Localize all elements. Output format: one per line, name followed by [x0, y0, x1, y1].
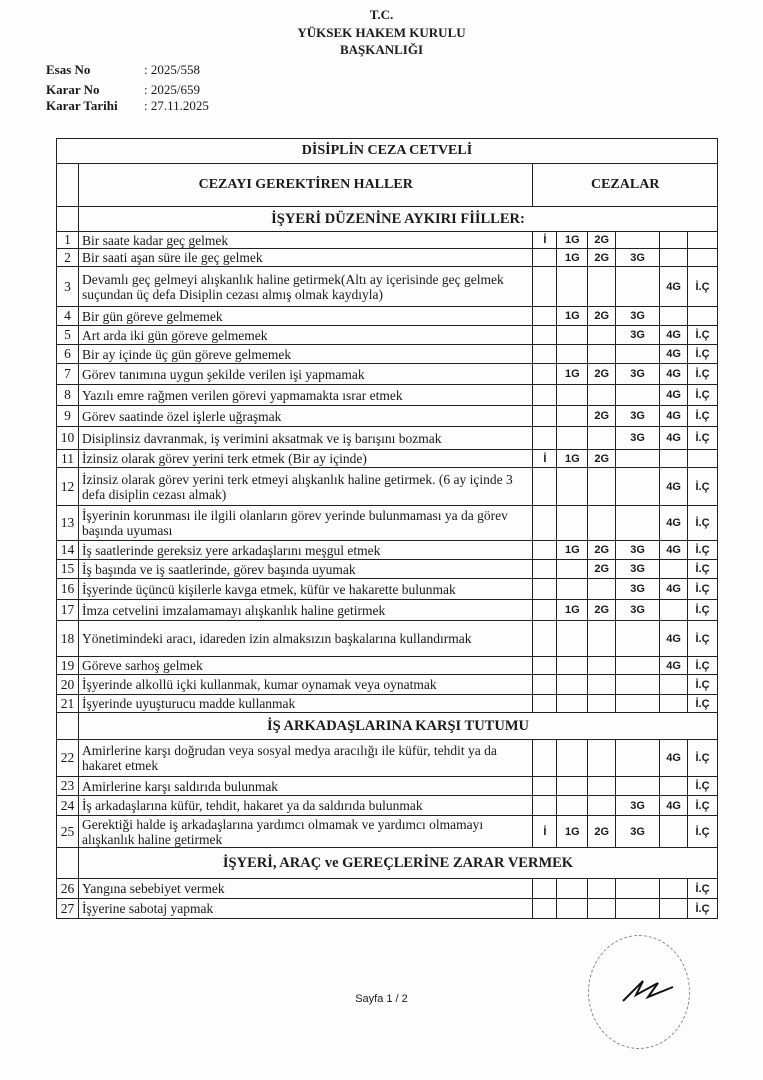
penalty-cell	[557, 621, 588, 657]
penalty-cell: 4G	[660, 406, 688, 427]
table-row	[57, 657, 718, 675]
penalty-cell	[616, 345, 660, 364]
penalty-cell	[557, 385, 588, 406]
penalty-cell: 3G	[616, 249, 660, 267]
penalty-cell	[533, 879, 557, 899]
row-description: Bir saate kadar geç gelmek	[78, 232, 532, 249]
row-description: İmza cetvelini imzalamamayı alışkanlık haline getirmek	[78, 600, 532, 621]
row-number: 12	[57, 468, 79, 506]
penalty-cell	[557, 506, 588, 541]
table-row	[57, 899, 718, 919]
row-number: 24	[57, 796, 79, 816]
penalty-cell	[588, 621, 616, 657]
penalty-cell	[616, 675, 660, 695]
penalty-cell: İ.Ç	[688, 385, 718, 406]
page-number: Sayfa 1 / 2	[355, 993, 408, 1005]
penalty-cell	[660, 777, 688, 796]
penalty-cell	[588, 579, 616, 600]
penalty-cell	[660, 560, 688, 579]
penalty-cell	[688, 249, 718, 267]
table-row	[57, 600, 718, 621]
table-row	[57, 232, 718, 249]
penalty-cell	[557, 468, 588, 506]
row-description: Göreve sarhoş gelmek	[78, 657, 532, 675]
penalty-cell: 2G	[588, 816, 616, 848]
penalty-cell: 4G	[660, 740, 688, 777]
penalty-cell: 4G	[660, 506, 688, 541]
penalty-cell	[557, 777, 588, 796]
table-row	[57, 740, 718, 777]
row-description: Bir ay içinde üç gün göreve gelmemek	[78, 345, 532, 364]
row-number: 1	[57, 232, 79, 249]
penalty-cell	[557, 406, 588, 427]
row-number: 21	[57, 695, 79, 713]
row-number: 3	[57, 267, 79, 307]
penalty-cell: İ.Ç	[688, 406, 718, 427]
penalty-cell	[616, 777, 660, 796]
penalty-cell: 2G	[588, 232, 616, 249]
penalty-cell	[533, 695, 557, 713]
penalty-cell	[533, 427, 557, 450]
penalty-cell	[588, 879, 616, 899]
penalty-cell: 3G	[616, 326, 660, 345]
table-row	[57, 579, 718, 600]
penalty-cell: 3G	[616, 307, 660, 326]
row-number: 17	[57, 600, 79, 621]
penalty-cell	[616, 657, 660, 675]
penalty-cell	[557, 695, 588, 713]
penalty-cell: 4G	[660, 657, 688, 675]
penalty-cell: İ.Ç	[688, 560, 718, 579]
row-description: Görev saatinde özel işlerle uğraşmak	[78, 406, 532, 427]
penalty-cell	[533, 307, 557, 326]
row-number: 13	[57, 506, 79, 541]
penalty-cell: 3G	[616, 541, 660, 560]
penalty-cell: İ.Ç	[688, 600, 718, 621]
table-row	[57, 267, 718, 307]
penalty-cell: İ.Ç	[688, 326, 718, 345]
penalty-cell	[688, 307, 718, 326]
penalty-cell	[588, 899, 616, 919]
penalty-cell: 4G	[660, 326, 688, 345]
penalty-cell	[533, 345, 557, 364]
penalty-cell	[533, 899, 557, 919]
row-description: Amirlerine karşı saldırıda bulunmak	[78, 777, 532, 796]
section-header-row	[57, 713, 718, 740]
row-description: Görev tanımına uygun şekilde verilen işi yapmamak	[78, 364, 532, 385]
row-description: Devamlı geç gelmeyi alışkanlık haline getirmek(Altı ay içerisinde geç gelmek suçundan üç defa Disiplin cezası almış olmak kaydıyla)	[78, 267, 532, 307]
penalty-cell: 2G	[588, 541, 616, 560]
row-number: 22	[57, 740, 79, 777]
row-number: 26	[57, 879, 79, 899]
penalty-cell: 4G	[660, 427, 688, 450]
column-header-cases: CEZAYI GEREKTİREN HALLER	[78, 164, 532, 207]
penalty-cell: İ.Ç	[688, 796, 718, 816]
penalty-cell	[660, 307, 688, 326]
penalty-cell: 3G	[616, 427, 660, 450]
table-row	[57, 385, 718, 406]
penalty-cell	[533, 249, 557, 267]
header-institution: YÜKSEK HAKEM KURULU	[297, 25, 466, 40]
penalty-cell: İ	[533, 816, 557, 848]
penalty-cell	[533, 541, 557, 560]
row-number: 11	[57, 450, 79, 468]
row-description: Disiplinsiz davranmak, iş verimini aksatmak ve iş barışını bozmak	[78, 427, 532, 450]
table-row	[57, 326, 718, 345]
row-number: 2	[57, 249, 79, 267]
penalty-cell: İ.Ç	[688, 657, 718, 675]
penalty-cell	[533, 406, 557, 427]
penalty-cell: 1G	[557, 232, 588, 249]
row-description: İş saatlerinde gereksiz yere arkadaşlarını meşgul etmek	[78, 541, 532, 560]
row-description: Yazılı emre rağmen verilen görevi yapmamakta ısrar etmek	[78, 385, 532, 406]
penalty-cell: 3G	[616, 816, 660, 848]
penalty-cell: 1G	[557, 364, 588, 385]
penalty-cell: İ.Ç	[688, 468, 718, 506]
penalty-cell	[616, 695, 660, 713]
penalty-cell	[533, 364, 557, 385]
row-description: İşyerinde uyuşturucu madde kullanmak	[78, 695, 532, 713]
penalty-cell: İ.Ç	[688, 267, 718, 307]
penalty-cell	[533, 675, 557, 695]
penalty-cell	[616, 232, 660, 249]
row-description: Yangına sebebiyet vermek	[78, 879, 532, 899]
penalty-cell	[616, 621, 660, 657]
row-number: 16	[57, 579, 79, 600]
penalty-cell	[533, 385, 557, 406]
penalty-cell	[533, 506, 557, 541]
penalty-cell: 2G	[588, 600, 616, 621]
row-description: İşyerine sabotaj yapmak	[78, 899, 532, 919]
penalty-cell: 4G	[660, 468, 688, 506]
row-number: 14	[57, 541, 79, 560]
penalty-cell: 3G	[616, 579, 660, 600]
row-number: 15	[57, 560, 79, 579]
row-number: 19	[57, 657, 79, 675]
table-row	[57, 406, 718, 427]
penalty-cell: 4G	[660, 621, 688, 657]
penalty-cell	[557, 879, 588, 899]
penalty-cell: 1G	[557, 600, 588, 621]
row-number: 23	[57, 777, 79, 796]
row-number: 8	[57, 385, 79, 406]
penalty-cell: 1G	[557, 541, 588, 560]
row-number: 20	[57, 675, 79, 695]
penalty-cell	[533, 267, 557, 307]
row-number: 6	[57, 345, 79, 364]
penalty-cell	[660, 249, 688, 267]
penalty-cell: İ.Ç	[688, 879, 718, 899]
penalty-cell	[588, 385, 616, 406]
section-title: İŞYERİ DÜZENİNE AYKIRI FİİLLER:	[78, 207, 717, 232]
penalty-cell: İ.Ç	[688, 364, 718, 385]
penalty-cell	[688, 450, 718, 468]
table-row	[57, 879, 718, 899]
row-description: İşyerinin korunması ile ilgili olanların görev yerinde bulunmaması ya da görev başında uyuması	[78, 506, 532, 541]
penalty-cell: 4G	[660, 364, 688, 385]
table-row	[57, 560, 718, 579]
penalty-cell	[533, 657, 557, 675]
penalty-cell: İ	[533, 232, 557, 249]
penalty-cell	[616, 899, 660, 919]
table-row	[57, 777, 718, 796]
penalty-cell	[588, 345, 616, 364]
penalty-cell: 4G	[660, 267, 688, 307]
penalty-cell	[616, 506, 660, 541]
penalty-cell	[533, 796, 557, 816]
table-row	[57, 307, 718, 326]
row-number: 18	[57, 621, 79, 657]
penalty-cell	[557, 899, 588, 919]
penalty-cell: İ.Ç	[688, 740, 718, 777]
penalty-cell: 2G	[588, 307, 616, 326]
table-title: DİSİPLİN CEZA CETVELİ	[57, 139, 718, 164]
row-description: İşyerinde alkollü içki kullanmak, kumar oynamak veya oynatmak	[78, 675, 532, 695]
penalty-cell	[660, 816, 688, 848]
penalty-cell	[688, 232, 718, 249]
penalty-cell	[660, 899, 688, 919]
penalty-cell: İ.Ç	[688, 899, 718, 919]
row-description: İzinsiz olarak görev yerini terk etmek (Bir ay içinde)	[78, 450, 532, 468]
penalty-cell: 1G	[557, 249, 588, 267]
penalty-cell	[588, 326, 616, 345]
penalty-cell	[533, 468, 557, 506]
penalty-cell	[557, 267, 588, 307]
column-header-penalties: CEZALAR	[533, 164, 718, 207]
penalty-cell: İ.Ç	[688, 579, 718, 600]
penalty-cell	[533, 326, 557, 345]
discipline-penalty-table	[56, 138, 718, 919]
penalty-cell: İ.Ç	[688, 675, 718, 695]
row-number: 5	[57, 326, 79, 345]
penalty-cell: 4G	[660, 345, 688, 364]
penalty-cell	[557, 657, 588, 675]
penalty-cell: İ	[533, 450, 557, 468]
row-number: 27	[57, 899, 79, 919]
section-title: İŞ ARKADAŞLARINA KARŞI TUTUMU	[78, 713, 717, 740]
section-header-row	[57, 207, 718, 232]
table-row	[57, 345, 718, 364]
penalty-cell	[660, 600, 688, 621]
table-row	[57, 468, 718, 506]
penalty-cell: 2G	[588, 560, 616, 579]
penalty-cell: 2G	[588, 249, 616, 267]
penalty-cell: 3G	[616, 560, 660, 579]
row-number: 9	[57, 406, 79, 427]
penalty-cell	[557, 560, 588, 579]
penalty-cell: İ.Ç	[688, 541, 718, 560]
table-row	[57, 450, 718, 468]
penalty-cell: 3G	[616, 406, 660, 427]
row-number: 10	[57, 427, 79, 450]
penalty-cell	[588, 468, 616, 506]
row-description: Bir saati aşan süre ile geç gelmek	[78, 249, 532, 267]
penalty-cell: İ.Ç	[688, 621, 718, 657]
penalty-cell	[557, 579, 588, 600]
table-row	[57, 816, 718, 848]
penalty-cell: İ.Ç	[688, 506, 718, 541]
row-number: 25	[57, 816, 79, 848]
row-number: 7	[57, 364, 79, 385]
header-department: BAŞKANLIĞI	[339, 42, 424, 57]
penalty-cell: 4G	[660, 385, 688, 406]
row-description: Gerektiği halde iş arkadaşlarına yardımcı olmamak ve yardımcı olmamayı alışkanlık haline getirmek	[78, 816, 532, 848]
penalty-cell: 3G	[616, 796, 660, 816]
penalty-cell	[557, 326, 588, 345]
penalty-cell: 2G	[588, 406, 616, 427]
penalty-cell	[616, 468, 660, 506]
table-row	[57, 249, 718, 267]
table-row	[57, 541, 718, 560]
penalty-cell	[533, 579, 557, 600]
penalty-cell	[660, 675, 688, 695]
penalty-cell	[660, 879, 688, 899]
penalty-cell	[533, 777, 557, 796]
penalty-cell: 3G	[616, 364, 660, 385]
penalty-cell: İ.Ç	[688, 345, 718, 364]
row-description: Amirlerine karşı doğrudan veya sosyal medya aracılığı ile küfür, tehdit ya da hakaret etmek	[78, 740, 532, 777]
penalty-cell	[588, 267, 616, 307]
penalty-cell	[557, 796, 588, 816]
header-tc: T.C.	[369, 7, 394, 22]
penalty-cell	[557, 345, 588, 364]
penalty-cell	[588, 695, 616, 713]
row-description: Art arda iki gün göreve gelmemek	[78, 326, 532, 345]
row-description: İş başında ve iş saatlerinde, görev başında uyumak	[78, 560, 532, 579]
table-row	[57, 796, 718, 816]
penalty-cell	[533, 621, 557, 657]
penalty-cell	[660, 450, 688, 468]
penalty-cell	[557, 427, 588, 450]
penalty-cell: 4G	[660, 541, 688, 560]
penalty-cell: 3G	[616, 600, 660, 621]
penalty-cell	[588, 506, 616, 541]
row-description: Bir gün göreve gelmemek	[78, 307, 532, 326]
penalty-cell: 2G	[588, 364, 616, 385]
penalty-cell: 4G	[660, 579, 688, 600]
table-row	[57, 506, 718, 541]
table-row	[57, 364, 718, 385]
penalty-cell: 2G	[588, 450, 616, 468]
penalty-cell	[533, 740, 557, 777]
section-header-row	[57, 848, 718, 879]
penalty-cell	[588, 740, 616, 777]
penalty-cell	[588, 796, 616, 816]
table-row	[57, 675, 718, 695]
row-description: İş arkadaşlarına küfür, tehdit, hakaret ya da saldırıda bulunmak	[78, 796, 532, 816]
penalty-cell	[533, 600, 557, 621]
section-title: İŞYERİ, ARAÇ ve GEREÇLERİNE ZARAR VERMEK	[78, 848, 717, 879]
penalty-cell: 4G	[660, 796, 688, 816]
penalty-cell: 1G	[557, 307, 588, 326]
penalty-cell	[588, 777, 616, 796]
row-number: 4	[57, 307, 79, 326]
penalty-cell	[660, 232, 688, 249]
table-row	[57, 695, 718, 713]
penalty-cell: İ.Ç	[688, 816, 718, 848]
penalty-cell: 1G	[557, 450, 588, 468]
row-description: İşyerinde üçüncü kişilerle kavga etmek, küfür ve hakarette bulunmak	[78, 579, 532, 600]
penalty-cell	[660, 695, 688, 713]
penalty-cell	[533, 560, 557, 579]
penalty-cell	[588, 675, 616, 695]
penalty-cell: 1G	[557, 816, 588, 848]
penalty-cell	[616, 450, 660, 468]
penalty-cell	[557, 675, 588, 695]
penalty-cell	[588, 657, 616, 675]
table-row	[57, 427, 718, 450]
row-description: İzinsiz olarak görev yerini terk etmeyi alışkanlık haline getirmek. (6 ay içinde 3 defa disiplin cezası almak)	[78, 468, 532, 506]
penalty-cell	[616, 879, 660, 899]
penalty-cell: İ.Ç	[688, 695, 718, 713]
penalty-cell	[616, 385, 660, 406]
penalty-cell	[616, 740, 660, 777]
row-description: Yönetimindeki aracı, idareden izin almaksızın başkalarına kullandırmak	[78, 621, 532, 657]
penalty-cell: İ.Ç	[688, 427, 718, 450]
table-row	[57, 621, 718, 657]
penalty-cell	[588, 427, 616, 450]
penalty-cell	[616, 267, 660, 307]
penalty-cell: İ.Ç	[688, 777, 718, 796]
penalty-cell	[557, 740, 588, 777]
